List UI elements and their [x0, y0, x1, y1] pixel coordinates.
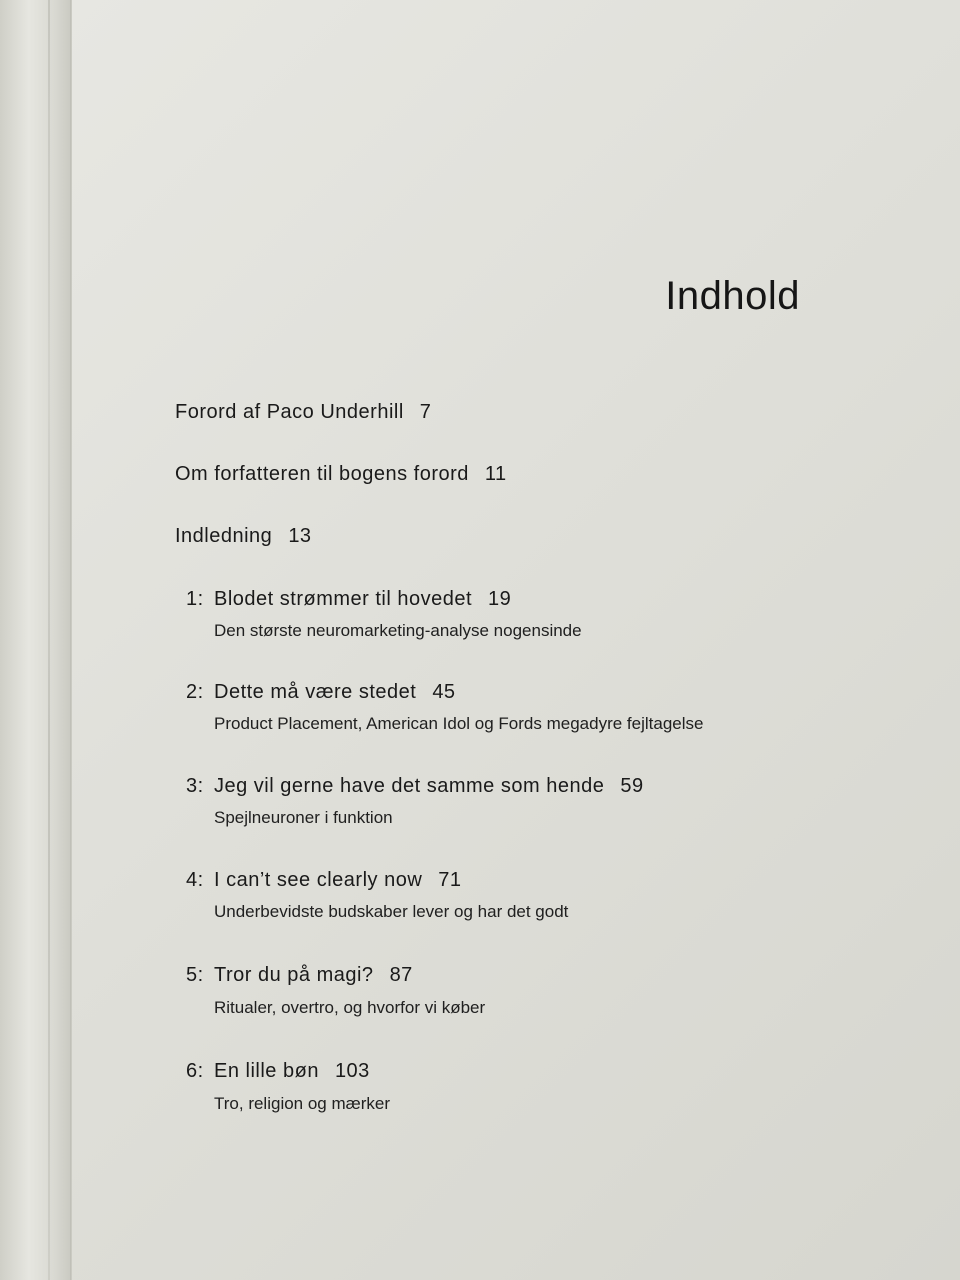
chapter-number: 4:: [186, 869, 204, 891]
chapter-title: Tror du på magi?: [214, 964, 374, 986]
chapter-number: 2:: [186, 681, 204, 703]
chapter-subtitle: Product Placement, American Idol og Fords megadyre fejltagelse: [214, 714, 704, 733]
page-edge: [70, 0, 71, 1280]
chapter-number: 1:: [186, 588, 204, 610]
toc-chapter-3: [186, 775, 644, 798]
toc-entry-page: 7: [419, 401, 432, 423]
chapter-number: 6:: [186, 1060, 204, 1082]
chapter-page: 87: [389, 964, 413, 986]
chapter-page: 59: [620, 775, 644, 797]
spine-fold: [48, 0, 50, 1280]
chapter-title: Jeg vil gerne have det samme som hende: [214, 775, 605, 797]
chapter-page: 19: [488, 588, 512, 610]
chapter-subtitle: Underbevidste budskaber lever og har det godt: [214, 902, 569, 921]
toc-chapter-5: [186, 964, 413, 987]
toc-entry-page: 13: [288, 525, 312, 547]
toc-entry-label: Indledning: [175, 525, 273, 547]
chapter-page: 103: [334, 1060, 370, 1082]
chapter-title: Blodet strømmer til hovedet: [214, 588, 473, 610]
chapter-title: Dette må være stedet: [214, 681, 417, 703]
toc-chapter-4: [186, 869, 462, 892]
toc-chapter-2: [186, 681, 456, 704]
toc-entry-introduction: [175, 525, 312, 548]
chapter-subtitle: Spejlneuroner i funktion: [214, 808, 393, 827]
chapter-title: I can’t see clearly now: [214, 869, 423, 891]
toc-entry-page: 11: [484, 463, 507, 485]
book-spine: [0, 0, 72, 1280]
chapter-number: 5:: [186, 964, 204, 986]
chapter-page: 71: [438, 869, 462, 891]
page-title: Indhold: [665, 274, 800, 318]
chapter-subtitle: Den største neuromarketing-analyse nogensinde: [214, 621, 582, 640]
chapter-subtitle: Tro, religion og mærker: [214, 1094, 391, 1113]
chapter-number: 3:: [186, 775, 204, 797]
toc-entry-foreword: [175, 401, 431, 424]
toc-chapter-1: [186, 588, 511, 611]
toc-entry-label: Om forfatteren til bogens forord: [175, 463, 469, 485]
chapter-title: En lille bøn: [214, 1060, 319, 1082]
toc-chapter-6: [186, 1060, 370, 1083]
toc-entry-label: Forord af Paco Underhill: [175, 401, 404, 423]
chapter-page: 45: [432, 681, 456, 703]
toc-entry-about-author: [175, 463, 507, 486]
chapter-subtitle: Ritualer, overtro, og hvorfor vi køber: [214, 998, 486, 1017]
